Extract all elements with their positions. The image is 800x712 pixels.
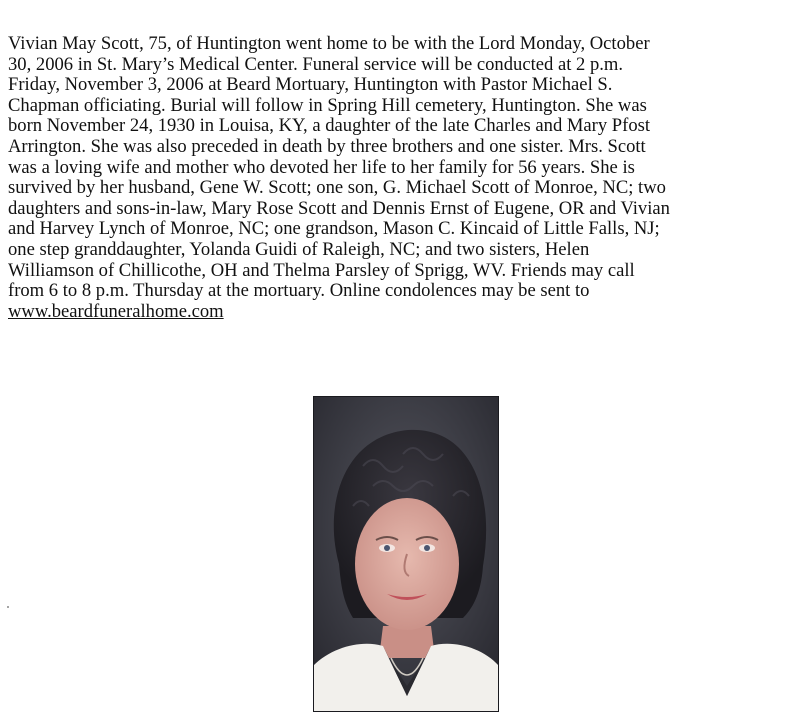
portrait-illustration [313, 396, 499, 712]
obituary-line: Chapman officiating. Burial will follow in Spring Hill cemetery, Huntington. She was [8, 94, 647, 116]
portrait-photo [313, 396, 499, 712]
obituary-line: from 6 to 8 p.m. Thursday at the mortuary. Online condolences may be sent to [8, 280, 590, 302]
obituary-line: Arrington. She was also preceded in death by three brothers and one sister. Mrs. Scott [8, 135, 646, 157]
obituary-text [8, 34, 788, 322]
obituary-line: Vivian May Scott, 75, of Huntington went home to be with the Lord Monday, October [8, 33, 650, 54]
obituary-line: and Harvey Lynch of Monroe, NC; one grandson, Mason C. Kincaid of Little Falls, NJ; [8, 218, 660, 240]
scan-speck [7, 606, 9, 608]
obituary-line: was a loving wife and mother who devoted her life to her family for 56 years. She is [8, 156, 635, 178]
funeral-home-link[interactable]: www.beardfuneralhome.com [8, 300, 224, 322]
obituary-line: one step granddaughter, Yolanda Guidi of Raleigh, NC; and two sisters, Helen [8, 238, 590, 260]
obituary-line: Friday, November 3, 2006 at Beard Mortuary, Huntington with Pastor Michael S. [8, 74, 613, 96]
obituary-line: daughters and sons-in-law, Mary Rose Scott and Dennis Ernst of Eugene, OR and Vivian [8, 197, 670, 219]
obituary-line: 30, 2006 in St. Mary’s Medical Center. Funeral service will be conducted at 2 p.m. [8, 53, 624, 75]
obituary-line: survived by her husband, Gene W. Scott; one son, G. Michael Scott of Monroe, NC; two [8, 177, 666, 199]
obituary-line: born November 24, 1930 in Louisa, KY, a daughter of the late Charles and Mary Pfost [8, 115, 651, 137]
face-shape [355, 498, 459, 630]
obituary-line: Williamson of Chillicothe, OH and Thelma Parsley of Sprigg, WV. Friends may call [8, 259, 635, 281]
